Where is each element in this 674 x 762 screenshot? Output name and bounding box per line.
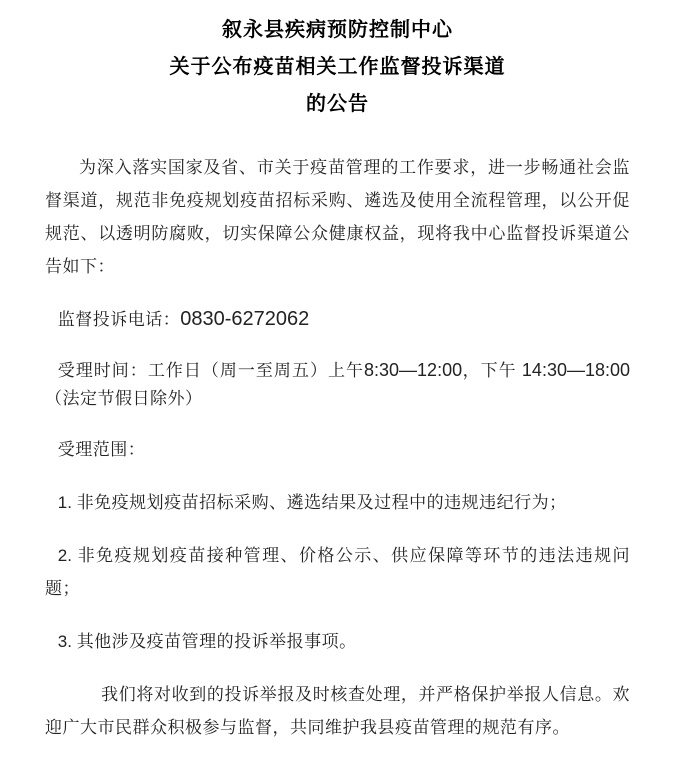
title-suffix: 的公告 [306,93,369,115]
hours-suffix: （法定节假日除外） [45,389,203,408]
hours-afternoon: 14:30—18:00 [521,360,631,380]
hours-morning: 8:30—12:00 [364,360,463,380]
phone-label: 监督投诉电话： [57,310,181,329]
item-number: 1. [57,493,72,512]
hours-prefix: 受理时间：工作日（周一至周五）上午 [57,361,365,380]
item-text: 其他涉及疫苗管理的投诉举报事项。 [76,632,357,651]
scope-heading: 受理范围： [57,440,146,459]
hours-line [45,356,630,413]
phone-number: 0830-6272062 [180,308,310,330]
scope-item-2 [45,539,630,605]
closing-paragraph: 我们将对收到的投诉举报及时核查处理，并严格保护举报人信息。欢迎广大市民群众积极参与监督，共同维护我县疫苗管理的规范有序。 [45,685,630,737]
scope-item-3 [45,625,630,658]
hours-mid: ，下午 [462,361,522,380]
announcement-body [45,151,630,744]
title-org-name: 叙永县疾病预防控制中心 [222,19,453,41]
phone-line [45,303,630,336]
item-text: 非免疫规划疫苗招标采购、遴选结果及过程中的违规违纪行为； [76,493,567,512]
item-text: 非免疫规划疫苗接种管理、价格公示、供应保障等环节的违法违规问题； [45,546,631,598]
item-number: 2. [57,546,72,565]
announcement-title [45,12,630,123]
title-subject: 关于公布疫苗相关工作监督投诉渠道 [169,56,506,78]
scope-item-1 [45,486,630,519]
intro-paragraph: 为深入落实国家及省、市关于疫苗管理的工作要求，进一步畅通社会监督渠道，规范非免疫规划疫苗招标采购、遴选及使用全流程管理，以公开促规范、以透明防腐败，切实保障公众健康权益，现将我中心监督投诉渠道公告如下： [45,158,630,276]
item-number: 3. [57,632,72,651]
